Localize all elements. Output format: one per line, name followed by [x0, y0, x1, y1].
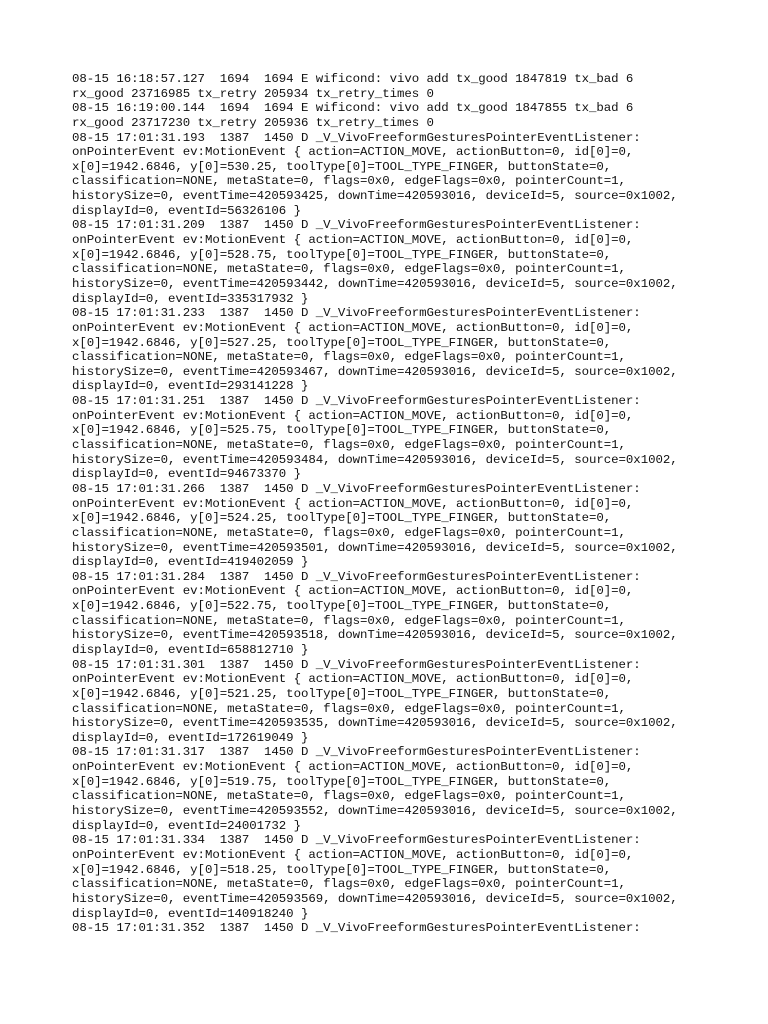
log-line: historySize=0, eventTime=420593467, downTime=420593016, deviceId=5, source=0x1002, — [72, 364, 678, 379]
log-line: displayId=0, eventId=293141228 } — [72, 379, 309, 394]
log-line: 08-15 17:01:31.233 1387 1450 D _V_VivoFreeformGesturesPointerEventListener: — [72, 306, 641, 321]
log-line: classification=NONE, metaState=0, flags=0x0, edgeFlags=0x0, pointerCount=1, — [72, 350, 626, 365]
log-line: rx_good 23717230 tx_retry 205936 tx_retry_times 0 — [72, 115, 434, 130]
log-line: rx_good 23716985 tx_retry 205934 tx_retry_times 0 — [72, 86, 434, 101]
log-line: historySize=0, eventTime=420593442, downTime=420593016, deviceId=5, source=0x1002, — [72, 276, 678, 291]
log-line: displayId=0, eventId=658812710 } — [72, 642, 309, 657]
log-line: classification=NONE, metaState=0, flags=0x0, edgeFlags=0x0, pointerCount=1, — [72, 525, 626, 540]
log-line: 08-15 17:01:31.352 1387 1450 D _V_VivoFreeformGesturesPointerEventListener: — [72, 921, 641, 936]
log-line: 08-15 17:01:31.317 1387 1450 D _V_VivoFreeformGesturesPointerEventListener: — [72, 745, 641, 760]
log-line: 08-15 17:01:31.209 1387 1450 D _V_VivoFreeformGesturesPointerEventListener: — [72, 218, 641, 233]
log-line: historySize=0, eventTime=420593518, downTime=420593016, deviceId=5, source=0x1002, — [72, 628, 678, 643]
log-line: 08-15 16:18:57.127 1694 1694 E wificond: vivo add tx_good 1847819 tx_bad 6 — [72, 72, 634, 86]
log-line: historySize=0, eventTime=420593484, downTime=420593016, deviceId=5, source=0x1002, — [72, 452, 678, 467]
log-line: displayId=0, eventId=24001732 } — [72, 818, 301, 833]
log-line: historySize=0, eventTime=420593535, downTime=420593016, deviceId=5, source=0x1002, — [72, 716, 678, 731]
log-line: x[0]=1942.6846, y[0]=524.25, toolType[0]=TOOL_TYPE_FINGER, buttonState=0, — [72, 511, 612, 526]
log-line: displayId=0, eventId=140918240 } — [72, 906, 309, 921]
log-line: x[0]=1942.6846, y[0]=518.25, toolType[0]=TOOL_TYPE_FINGER, buttonState=0, — [72, 862, 612, 877]
log-line: x[0]=1942.6846, y[0]=528.75, toolType[0]=TOOL_TYPE_FINGER, buttonState=0, — [72, 247, 612, 262]
log-line: displayId=0, eventId=94673370 } — [72, 467, 301, 482]
log-line: x[0]=1942.6846, y[0]=525.75, toolType[0]=TOOL_TYPE_FINGER, buttonState=0, — [72, 423, 612, 438]
log-line: x[0]=1942.6846, y[0]=522.75, toolType[0]=TOOL_TYPE_FINGER, buttonState=0, — [72, 599, 612, 614]
log-line: historySize=0, eventTime=420593501, downTime=420593016, deviceId=5, source=0x1002, — [72, 540, 678, 555]
log-line: 08-15 17:01:31.266 1387 1450 D _V_VivoFreeformGesturesPointerEventListener: — [72, 481, 641, 496]
log-line: classification=NONE, metaState=0, flags=0x0, edgeFlags=0x0, pointerCount=1, — [72, 877, 626, 892]
log-line: 08-15 17:01:31.334 1387 1450 D _V_VivoFreeformGesturesPointerEventListener: — [72, 833, 641, 848]
log-line: onPointerEvent ev:MotionEvent { action=ACTION_MOVE, actionButton=0, id[0]=0, — [72, 847, 634, 862]
log-line: 08-15 17:01:31.251 1387 1450 D _V_VivoFreeformGesturesPointerEventListener: — [72, 394, 641, 409]
log-line: x[0]=1942.6846, y[0]=530.25, toolType[0]=TOOL_TYPE_FINGER, buttonState=0, — [72, 159, 612, 174]
log-line: onPointerEvent ev:MotionEvent { action=ACTION_MOVE, actionButton=0, id[0]=0, — [72, 584, 634, 599]
log-line: onPointerEvent ev:MotionEvent { action=ACTION_MOVE, actionButton=0, id[0]=0, — [72, 496, 634, 511]
log-document — [72, 72, 762, 936]
log-line: historySize=0, eventTime=420593569, downTime=420593016, deviceId=5, source=0x1002, — [72, 891, 678, 906]
log-line: 08-15 16:19:00.144 1694 1694 E wificond: vivo add tx_good 1847855 tx_bad 6 — [72, 101, 634, 116]
log-line: classification=NONE, metaState=0, flags=0x0, edgeFlags=0x0, pointerCount=1, — [72, 789, 626, 804]
log-line: 08-15 17:01:31.284 1387 1450 D _V_VivoFreeformGesturesPointerEventListener: — [72, 569, 641, 584]
log-line: x[0]=1942.6846, y[0]=521.25, toolType[0]=TOOL_TYPE_FINGER, buttonState=0, — [72, 686, 612, 701]
log-line: 08-15 17:01:31.301 1387 1450 D _V_VivoFreeformGesturesPointerEventListener: — [72, 657, 641, 672]
log-line: onPointerEvent ev:MotionEvent { action=ACTION_MOVE, actionButton=0, id[0]=0, — [72, 320, 634, 335]
log-line: onPointerEvent ev:MotionEvent { action=ACTION_MOVE, actionButton=0, id[0]=0, — [72, 672, 634, 687]
log-line: classification=NONE, metaState=0, flags=0x0, edgeFlags=0x0, pointerCount=1, — [72, 438, 626, 453]
log-line: onPointerEvent ev:MotionEvent { action=ACTION_MOVE, actionButton=0, id[0]=0, — [72, 760, 634, 775]
log-line: onPointerEvent ev:MotionEvent { action=ACTION_MOVE, actionButton=0, id[0]=0, — [72, 408, 634, 423]
log-line: classification=NONE, metaState=0, flags=0x0, edgeFlags=0x0, pointerCount=1, — [72, 262, 626, 277]
log-line: x[0]=1942.6846, y[0]=519.75, toolType[0]=TOOL_TYPE_FINGER, buttonState=0, — [72, 774, 612, 789]
log-line: displayId=0, eventId=335317932 } — [72, 291, 309, 306]
log-line: onPointerEvent ev:MotionEvent { action=ACTION_MOVE, actionButton=0, id[0]=0, — [72, 233, 634, 248]
log-line: classification=NONE, metaState=0, flags=0x0, edgeFlags=0x0, pointerCount=1, — [72, 701, 626, 716]
log-line: classification=NONE, metaState=0, flags=0x0, edgeFlags=0x0, pointerCount=1, — [72, 174, 626, 189]
log-line: classification=NONE, metaState=0, flags=0x0, edgeFlags=0x0, pointerCount=1, — [72, 613, 626, 628]
log-body — [72, 72, 762, 936]
log-line: onPointerEvent ev:MotionEvent { action=ACTION_MOVE, actionButton=0, id[0]=0, — [72, 145, 634, 160]
log-line: x[0]=1942.6846, y[0]=527.25, toolType[0]=TOOL_TYPE_FINGER, buttonState=0, — [72, 335, 612, 350]
log-line: displayId=0, eventId=419402059 } — [72, 555, 309, 570]
log-line: 08-15 17:01:31.193 1387 1450 D _V_VivoFreeformGesturesPointerEventListener: — [72, 130, 641, 145]
log-line: displayId=0, eventId=172619049 } — [72, 730, 309, 745]
log-line: historySize=0, eventTime=420593552, downTime=420593016, deviceId=5, source=0x1002, — [72, 804, 678, 819]
log-line: displayId=0, eventId=56326106 } — [72, 203, 301, 218]
log-line: historySize=0, eventTime=420593425, downTime=420593016, deviceId=5, source=0x1002, — [72, 189, 678, 204]
